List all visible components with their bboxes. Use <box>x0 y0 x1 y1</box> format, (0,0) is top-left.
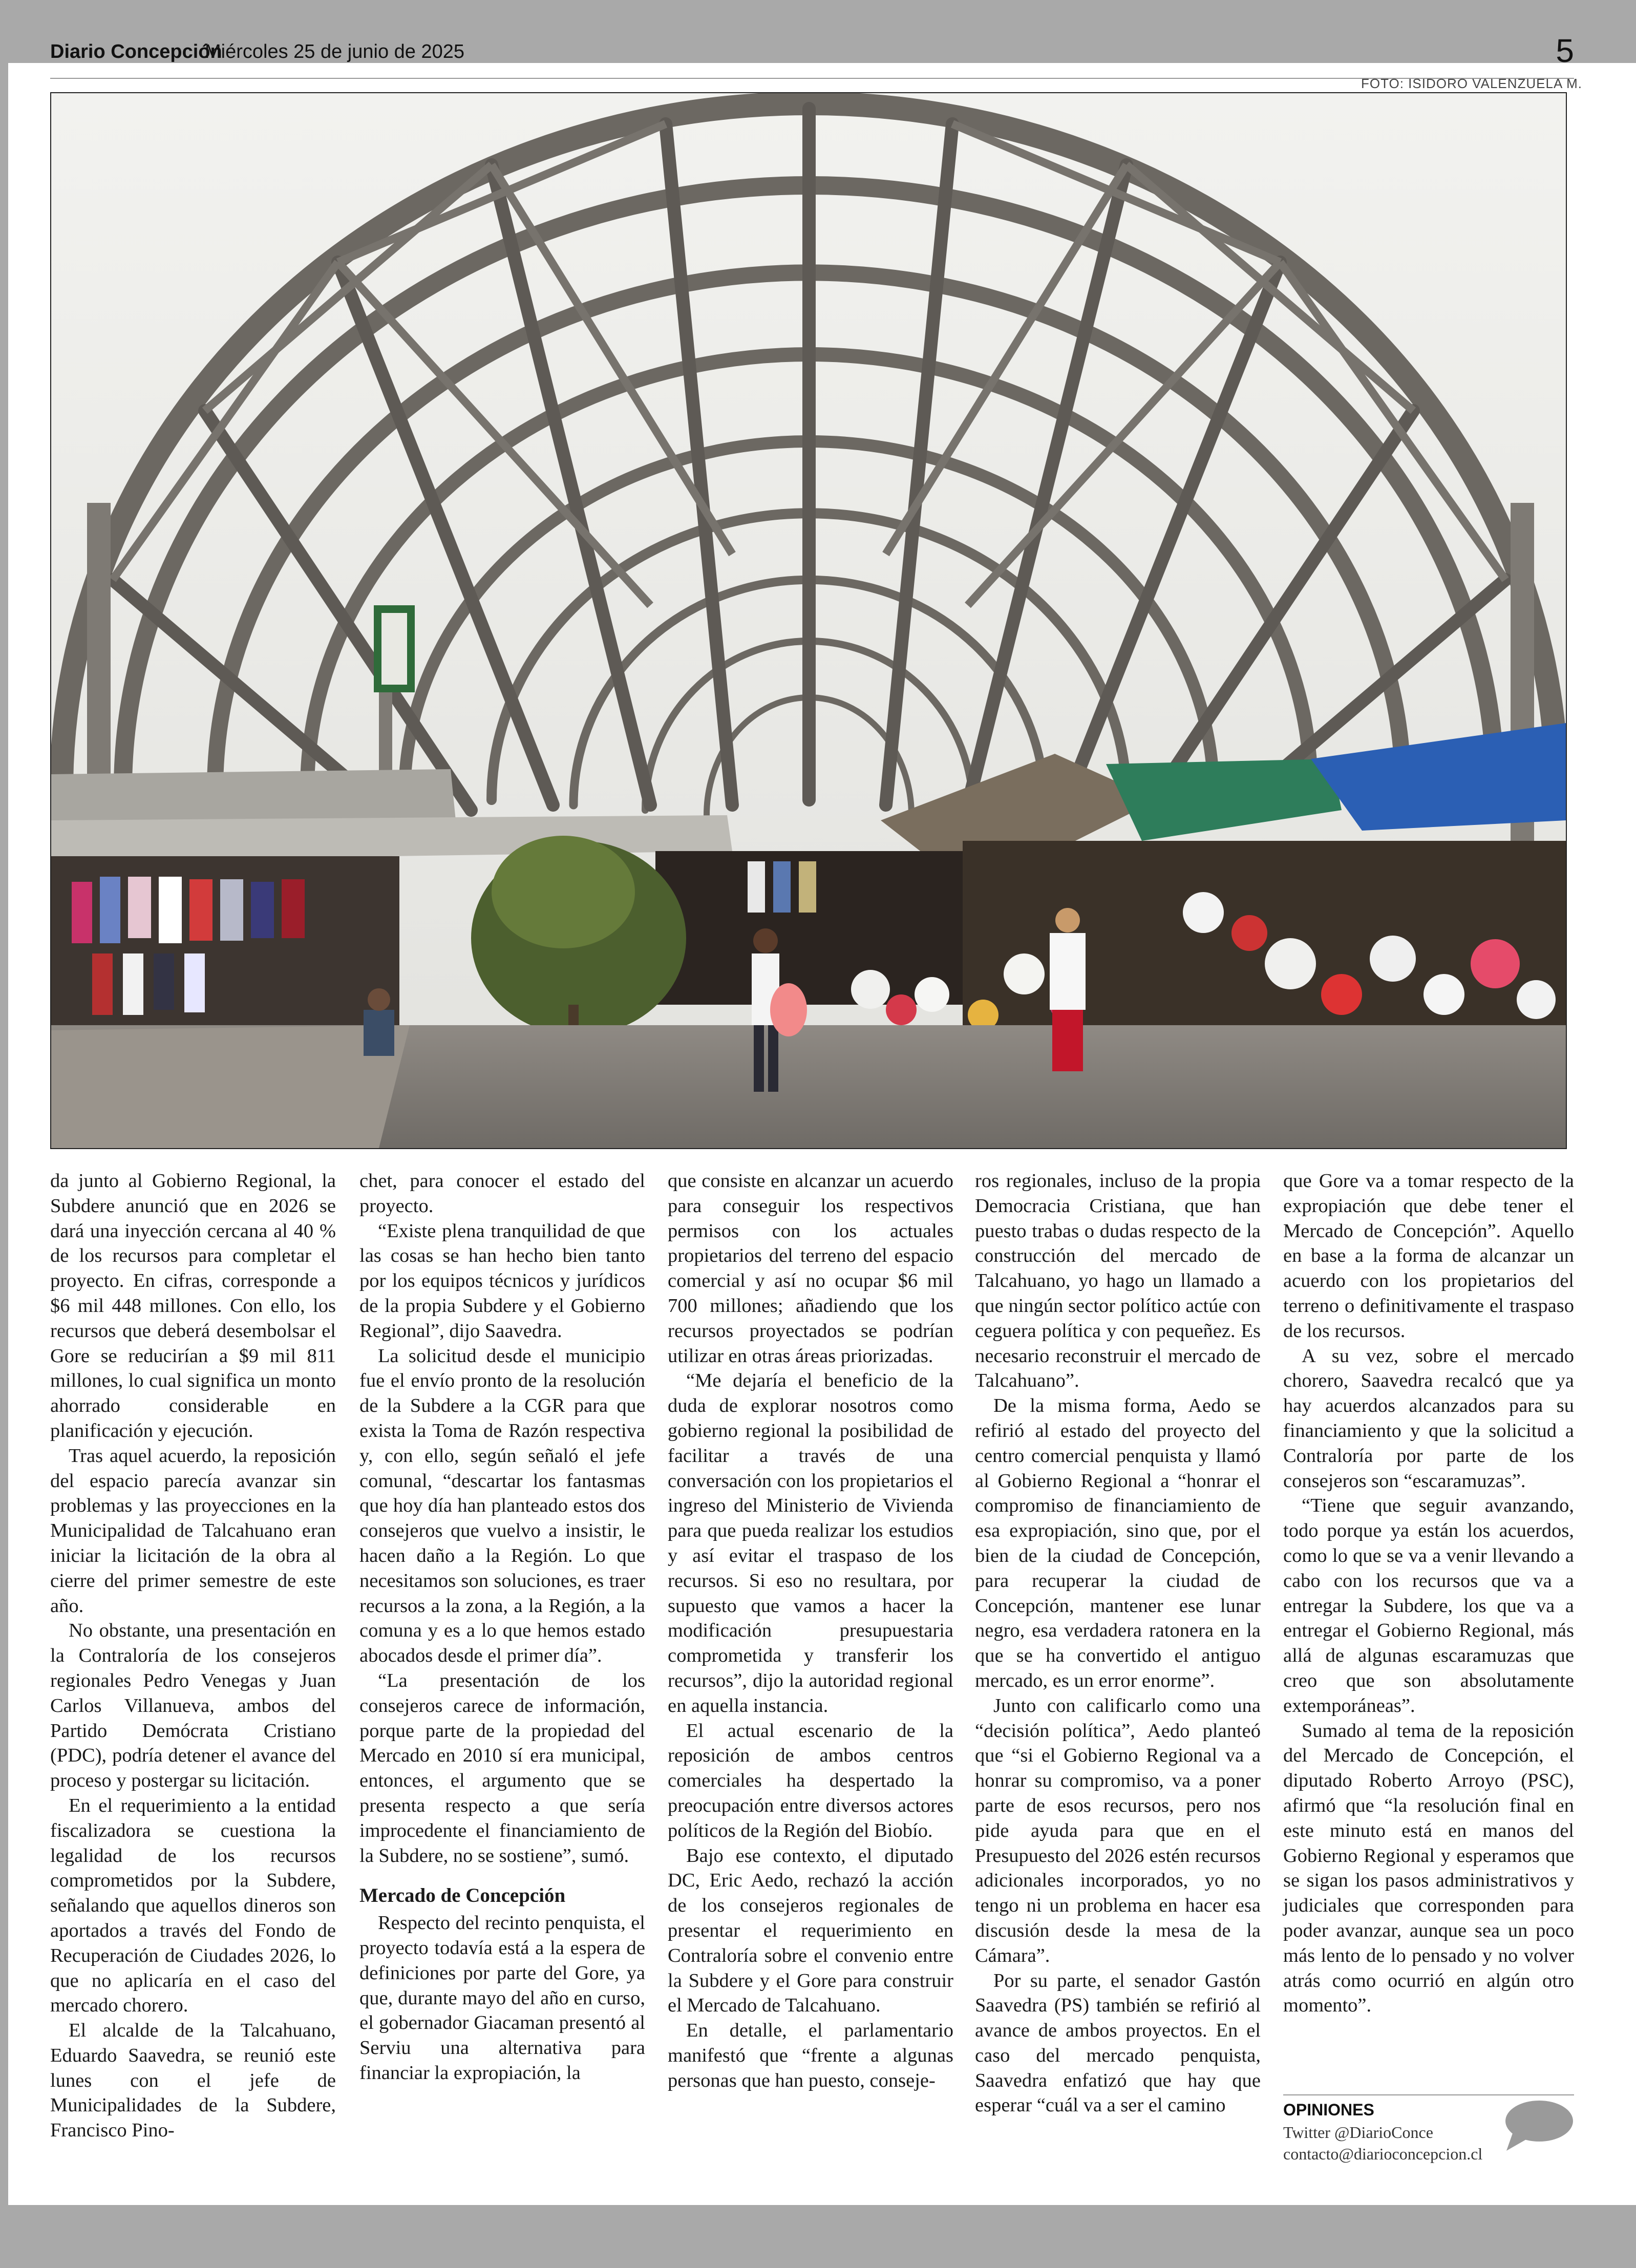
paragraph: El actual escenario de la reposición de ambos centros comerciales ha despertado la preocupación entre diversos actores políticos de la Región del Biobío. <box>668 1720 953 1841</box>
newspaper-name: Diario Concepción <box>50 41 222 62</box>
paragraph: El alcalde de la Talcahuano, Eduardo Saavedra, se reunió este lunes con el jefe de Municipalidades de la Subdere, Francisco Pino- <box>50 2020 336 2142</box>
article-column-5 <box>1283 1169 1574 2018</box>
paragraph: La solicitud desde el municipio fue el envío pronto de la resolución de la Subdere a la CGR para que exista la Toma de Razón respectiva y, con ello, según señaló el jefe comunal, “descartar los fantasmas que hoy día han planteado estos dos consejeros que vuelvo a insistir, le hacen daño a la Región. Lo que necesitamos son soluciones, es traer recursos a la zona, a la Región, a la comuna y es a lo que hemos estado abocados desde el primer día”. <box>359 1345 645 1667</box>
paragraph: Por su parte, el senador Gastón Saavedra (PS) también se refirió al avance de ambos proyectos. En el caso del mercado penquista, Saavedra enfatizó que hay que esperar “cuál va a ser el camino <box>975 1969 1261 2116</box>
paragraph: No obstante, una presentación en la Contraloría de los consejeros regionales Pedro Venegas y Juan Carlos Villanueva, ambos del Partido Demócrata Cristiano (PDC), podría detener el avance del proceso y postergar su licitación. <box>50 1620 336 1792</box>
paragraph: “Existe plena tranquilidad de que las cosas se han hecho bien tanto por los equipos técnicos y jurídicos de la propia Subdere y el Gobierno Regional”, dijo Saavedra. <box>359 1220 645 1342</box>
paragraph: Sumado al tema de la reposición del Mercado de Concepción, el diputado Roberto Arroyo (PSC), afirmó que “la resolución final en este minuto está en manos del Gobierno Regional y esperamos que se sigan los pasos administrativos y judiciales que corresponden para poder avanzar, aunque sea un poco más lento de lo pensado y no volver atrás como ocurrió en algún otro momento”. <box>1283 1720 1574 2017</box>
article-column-2 <box>359 1169 645 2086</box>
paragraph: “Me dejaría el beneficio de la duda de explorar nosotros como gobierno regional la posibilidad de facilitar a través de una conversación con los propietarios el ingreso del Ministerio de Vivienda para que pueda realizar los estudios y así evitar el traspaso de los recursos. Si eso no resultara, por supuesto que vamos a hacer la modificación presupuestaria comprometida y transferir los recursos”, dijo la autoridad regional en aquella instancia. <box>668 1370 953 1716</box>
contact-email[interactable]: contacto@diarioconcepcion.cl <box>1283 2145 1483 2163</box>
paragraph: Bajo ese contexto, el diputado DC, Eric Aedo, rechazó la acción de los consejeros regionales de presentar el requerimiento en Contraloría sobre el convenio entre la Subdere y el Gore para construir el Mercado de Talcahuano. <box>668 1845 953 2017</box>
paragraph: Respecto del recinto penquista, el proyecto todavía está a la espera de definiciones por parte del Gore, ya que, durante mayo del año en curso, el gobernador Giacaman presentó al Serviu una alternativa para financiar la expropiación, la <box>359 1912 645 2084</box>
paragraph: “Tiene que seguir avanzando, todo porque ya están los acuerdos, como lo que se va a venir llevando a cabo con los recursos que va a entregar la Subdere, los que va a entregar el Gobierno Regional, más allá de algunas escaramuzas que creo que son absolutamente extemporáneas”. <box>1283 1495 1574 1716</box>
issue-date: Miércoles 25 de junio de 2025 <box>205 41 465 62</box>
section-subheading: Mercado de Concepción <box>359 1884 566 1907</box>
article-column-4 <box>975 1169 1261 2118</box>
paragraph: A su vez, sobre el mercado chorero, Saavedra recalcó que ya hay acuerdos alcanzados para su financiamiento y que la solicitud a Contraloría por parte de los consejeros son “escaramuzas”. <box>1283 1345 1574 1492</box>
paragraph: da junto al Gobierno Regional, la Subdere anunció que en 2026 se dará una inyección cercana al 40 % de los recursos para completar el proyecto. En cifras, corresponde a $6 mil 448 millones. Con ello, los recursos que deberá desembolsar el Gore se reducirían a $9 mil 811 millones, lo cual significa un monto ahorrado considerable en planificación y ejecución. <box>50 1170 336 1442</box>
opinions-title: OPINIONES <box>1283 2101 1374 2119</box>
speech-bubble-icon <box>1502 2097 1574 2156</box>
opinions-box <box>1283 2094 1574 2182</box>
paragraph: ros regionales, incluso de la propia Democracia Cristiana, que han puesto trabas o dudas respecto de la construcción del mercado de Talcahuano, yo hago un llamado a que ningún sector político actúe con ceguera política y con pequeñez. Es necesario reconstruir el mercado de Talcahuano”. <box>975 1170 1261 1392</box>
paragraph: que consiste en alcanzar un acuerdo para conseguir los respectivos permisos con los actuales propietarios del terreno del espacio comercial y así no ocupar $6 mil 700 millones; añadiendo que los recursos proyectados se podrían utilizar en otras áreas priorizadas. <box>668 1170 953 1367</box>
page-header <box>50 32 1574 79</box>
paragraph: En detalle, el parlamentario manifestó que “frente a algunas personas que han puesto, conseje- <box>668 2020 953 2091</box>
photo-credit: FOTO: ISIDORO VALENZUELA M. <box>1361 76 1582 91</box>
paragraph: Tras aquel acuerdo, la reposición del espacio parecía avanzar sin problemas y las proyecciones en la Municipalidad de Talcahuano eran iniciar la licitación de la obra al cierre del primer semestre de este año. <box>50 1445 336 1617</box>
paragraph: chet, para conocer el estado del proyecto. <box>359 1170 645 1217</box>
paragraph: De la misma forma, Aedo se refirió al estado del proyecto del centro comercial penquista y llamó al Gobierno Regional a “honrar el compromiso de financiamiento de esa expropiación, sino que, por el bien de la ciudad de Concepción, para recuperar la ciudad de Concepción, mantener ese lunar negro, esa verdadera ratonera en la que se ha convertido el antiguo mercado, es un error enorme”. <box>975 1395 1261 1691</box>
paragraph: Junto con calificarlo como una “decisión política”, Aedo planteó que “si el Gobierno Regional va a honrar su compromiso, va a poner parte de esos recursos, pero nos pide ayuda para que en el Presupuesto del 2026 estén recursos adicionales incorporados, yo no tengo ni un problema en hacer esa discusión desde la mesa de la Cámara”. <box>975 1694 1261 1966</box>
paragraph: “La presentación de los consejeros carece de información, porque parte de la propiedad del Mercado en 2010 sí era municipal, entonces, el argumento que se presenta respecto a que sería improcedente el financiamiento de la Subdere, no se sostiene”, sumó. <box>359 1669 645 1867</box>
article-column-3 <box>668 1169 953 2093</box>
paragraph: En el requerimiento a la entidad fiscalizadora se cuestiona la legalidad de los recursos comprometidos por la Subdere, señalando que aquellos dineros son aportados a través del Fondo de Recuperación de Ciudades 2026, lo que no aplicaría en el caso del mercado chorero. <box>50 1794 336 2017</box>
paragraph: que Gore va a tomar respecto de la expropiación que debe tener el Mercado de Concepción”. Aquello en base a la forma de alcanzar un acuerdo con los propietarios del terreno o definitivamente el traspaso de los recursos. <box>1283 1170 1574 1342</box>
page-number: 5 <box>1556 32 1574 69</box>
twitter-handle[interactable]: Twitter @DiarioConce <box>1283 2123 1433 2142</box>
article-column-1 <box>50 1169 336 2143</box>
market-arch-photo <box>50 92 1567 1149</box>
